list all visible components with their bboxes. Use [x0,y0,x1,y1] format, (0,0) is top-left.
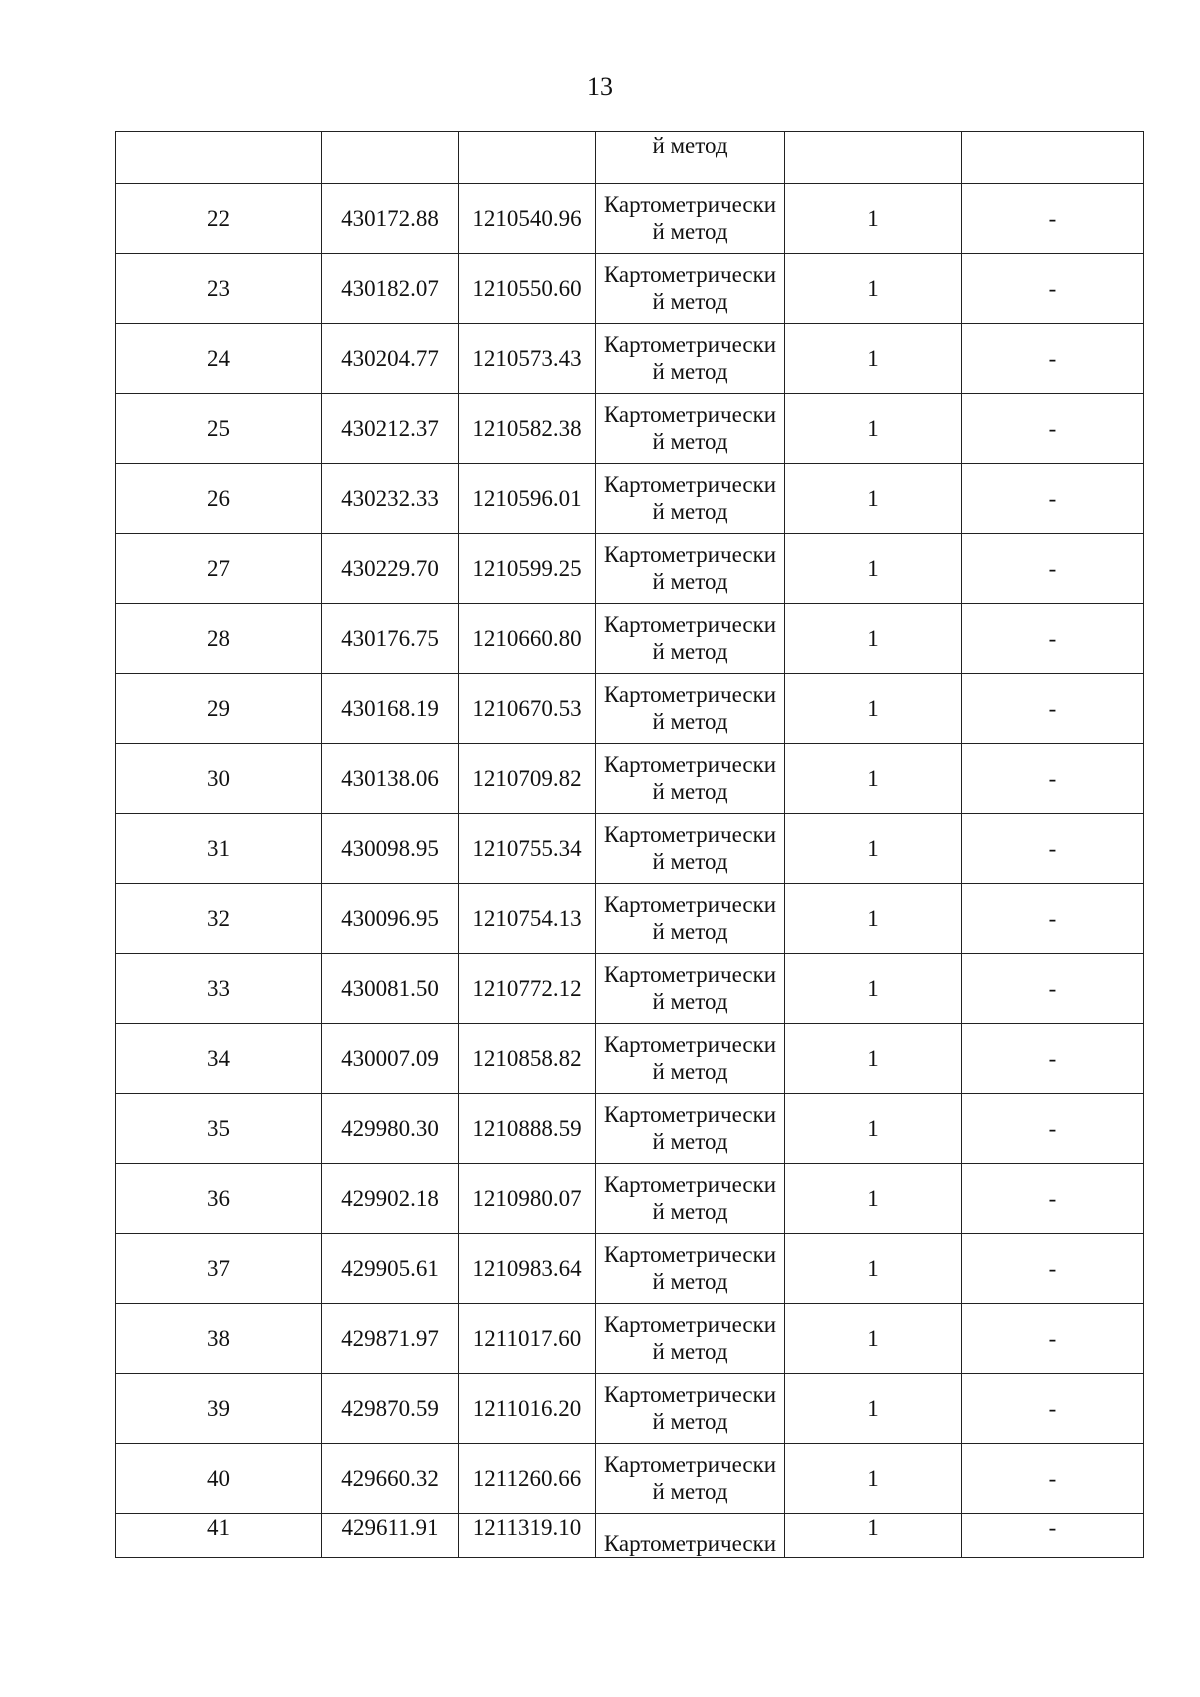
cell-y-coordinate: 1210660.80 [459,604,596,674]
method-line-1: Картометрически [603,821,777,847]
table-row [116,254,1144,324]
cell-y-coordinate: 1210582.38 [459,394,596,464]
cell-y-coordinate: 1211016.20 [459,1374,596,1444]
cell-accuracy: 1 [785,254,962,324]
cell-method [596,954,785,1024]
cell-y-coordinate: 1210599.25 [459,534,596,604]
cell-y-coordinate: 1210573.43 [459,324,596,394]
cell-accuracy: 1 [785,184,962,254]
cell-point-number: 35 [116,1094,322,1164]
method-line-2: й метод [652,358,728,384]
cell-note: - [962,604,1144,674]
cell-method [596,674,785,744]
cell-method [596,254,785,324]
table-row [116,1024,1144,1094]
table-row [116,814,1144,884]
cell-method [596,1234,785,1304]
cell-y-coordinate: 1210983.64 [459,1234,596,1304]
method-line-2: й метод [652,918,728,944]
table-row [116,674,1144,744]
method-line-2: й метод [652,708,728,734]
cell-point-number: 37 [116,1234,322,1304]
table-row [116,534,1144,604]
cell-x-coordinate: 430204.77 [322,324,459,394]
cell-x-coordinate: 430168.19 [322,674,459,744]
cell-y-coordinate: 1210670.53 [459,674,596,744]
table-row [116,1304,1144,1374]
cell-point-number: 26 [116,464,322,534]
cell-method [596,1304,785,1374]
cell-method [596,1444,785,1514]
method-line-2: й метод [652,638,728,664]
cell-x-coordinate: 430138.06 [322,744,459,814]
cell-method [596,534,785,604]
table-row [116,1234,1144,1304]
cell-note: - [962,464,1144,534]
cell-accuracy: 1 [785,1304,962,1374]
cell-point-number: 39 [116,1374,322,1444]
cell-method [596,814,785,884]
table-row [116,1444,1144,1514]
cell-method [596,1164,785,1234]
cell-point-number: 29 [116,674,322,744]
table-row-continuation [116,132,1144,184]
cell-accuracy: 1 [785,324,962,394]
cell-x-coordinate: 430098.95 [322,814,459,884]
method-line-2: й метод [652,1198,728,1224]
cell-note: - [962,674,1144,744]
cell-x-coordinate: 430232.33 [322,464,459,534]
cell-note: - [962,324,1144,394]
cell-y-coordinate: 1210772.12 [459,954,596,1024]
method-line-2: й метод [652,1128,728,1154]
method-line-2: й метод [652,428,728,454]
cell-note: - [962,884,1144,954]
cell-point-number: 27 [116,534,322,604]
cell-note: - [962,254,1144,324]
coordinates-table [115,131,1144,1558]
method-line-1: Картометрически [603,891,777,917]
method-line-1: Картометрически [603,1311,777,1337]
cell-note: - [962,814,1144,884]
cell-x-coordinate: 429660.32 [322,1444,459,1514]
cell-y-coordinate: 1210540.96 [459,184,596,254]
method-line-2: й метод [652,1338,728,1364]
cell-method [596,184,785,254]
cell-point-number: 31 [116,814,322,884]
cell-point-number: 22 [116,184,322,254]
cell-accuracy: 1 [785,1374,962,1444]
cell-point-number: 28 [116,604,322,674]
method-line-2: й метод [652,288,728,314]
cell-note: - [962,184,1144,254]
cell-y-coordinate: 1211260.66 [459,1444,596,1514]
cell-method [596,464,785,534]
cell-y-coordinate: 1210858.82 [459,1024,596,1094]
method-line-2: й метод [652,988,728,1014]
cell-point-number: 40 [116,1444,322,1514]
cell-y-coordinate: 1210980.07 [459,1164,596,1234]
cell-x-coordinate: 430172.88 [322,184,459,254]
cell-method [596,1374,785,1444]
table-row [116,324,1144,394]
cell-method [596,744,785,814]
cell-point-number: 33 [116,954,322,1024]
cell-y-coordinate: 1211017.60 [459,1304,596,1374]
cell-y-coordinate: 1211319.10 [459,1514,596,1558]
method-line-1: Картометрически [603,401,777,427]
cell-x-coordinate: 429611.91 [322,1514,459,1558]
cell-point-number: 34 [116,1024,322,1094]
method-line-2: й метод [652,218,728,244]
method-line-2: й метод [652,848,728,874]
cell-method [596,884,785,954]
method-line-2: й метод [652,1478,728,1504]
method-line-2: й метод [652,568,728,594]
method-line-1: Картометрически [603,1451,777,1477]
cell-x-coordinate: 430007.09 [322,1024,459,1094]
cell-x-coordinate: 430081.50 [322,954,459,1024]
method-line-2: й метод [652,1058,728,1084]
cell-method [596,324,785,394]
cell-y-coordinate: 1210709.82 [459,744,596,814]
cell-accuracy: 1 [785,1164,962,1234]
table-row [116,604,1144,674]
cell-x-coordinate: 430229.70 [322,534,459,604]
method-line-1: Картометрически [603,961,777,987]
method-line-1: Картометрически [603,751,777,777]
cell-y-coordinate [459,132,596,184]
cell-accuracy: 1 [785,604,962,674]
cell-point-number: 25 [116,394,322,464]
method-line-1: Картометрически [603,1171,777,1197]
cell-note: - [962,1094,1144,1164]
method-line-2: й метод [652,778,728,804]
table-row [116,954,1144,1024]
cell-point-number: 38 [116,1304,322,1374]
cell-x-coordinate: 429902.18 [322,1164,459,1234]
cell-accuracy: 1 [785,1094,962,1164]
cell-accuracy: 1 [785,464,962,534]
cell-method: й метод [596,132,785,184]
cell-point-number: 32 [116,884,322,954]
cell-y-coordinate: 1210888.59 [459,1094,596,1164]
table-row [116,1094,1144,1164]
cell-method [596,604,785,674]
cell-note: - [962,1444,1144,1514]
table-row [116,884,1144,954]
table-row [116,1374,1144,1444]
table-row-last [116,1514,1144,1558]
cell-note: - [962,1234,1144,1304]
cell-method [596,1024,785,1094]
method-line-1: Картометрически [603,681,777,707]
table-row [116,1164,1144,1234]
cell-note: - [962,1514,1144,1558]
cell-x-coordinate [322,132,459,184]
cell-accuracy: 1 [785,394,962,464]
cell-note: - [962,1304,1144,1374]
method-line-1: Картометрически [603,261,777,287]
cell-point-number: 24 [116,324,322,394]
cell-accuracy: 1 [785,1024,962,1094]
method-line-1: Картометрически [603,1241,777,1267]
cell-method [596,1094,785,1164]
cell-note: - [962,534,1144,604]
method-line-2: й метод [652,1408,728,1434]
cell-point-number [116,132,322,184]
cell-point-number: 23 [116,254,322,324]
table-row [116,744,1144,814]
cell-accuracy: 1 [785,534,962,604]
cell-x-coordinate: 429870.59 [322,1374,459,1444]
cell-point-number: 41 [116,1514,322,1558]
cell-note: - [962,394,1144,464]
cell-x-coordinate: 430096.95 [322,884,459,954]
cell-note: - [962,1024,1144,1094]
cell-y-coordinate: 1210596.01 [459,464,596,534]
table-body [116,132,1144,1558]
method-line-1: Картометрически [603,471,777,497]
cell-x-coordinate: 429905.61 [322,1234,459,1304]
cell-method [596,394,785,464]
method-line-1: Картометрически [603,1031,777,1057]
method-line-1: Картометрически [603,331,777,357]
method-line-1: Картометрически [603,1101,777,1127]
cell-x-coordinate: 430176.75 [322,604,459,674]
cell-x-coordinate: 430212.37 [322,394,459,464]
page-number: 13 [587,72,613,101]
cell-x-coordinate: 430182.07 [322,254,459,324]
cell-note: - [962,954,1144,1024]
method-line-1: Картометрически [603,1381,777,1407]
cell-x-coordinate: 429980.30 [322,1094,459,1164]
cell-accuracy: 1 [785,1234,962,1304]
method-line-1: Картометрически [603,611,777,637]
cell-accuracy: 1 [785,674,962,744]
cell-note: - [962,744,1144,814]
table-row [116,464,1144,534]
cell-y-coordinate: 1210755.34 [459,814,596,884]
cell-accuracy: 1 [785,954,962,1024]
method-line-1: Картометрически [603,541,777,567]
cell-x-coordinate: 429871.97 [322,1304,459,1374]
cell-accuracy: 1 [785,884,962,954]
cell-note [962,132,1144,184]
cell-note: - [962,1164,1144,1234]
method-line-2: й метод [652,1268,728,1294]
cell-y-coordinate: 1210754.13 [459,884,596,954]
cell-accuracy: 1 [785,814,962,884]
cell-accuracy: 1 [785,1514,962,1558]
table-row [116,184,1144,254]
cell-point-number: 36 [116,1164,322,1234]
cell-accuracy: 1 [785,744,962,814]
cell-accuracy [785,132,962,184]
cell-point-number: 30 [116,744,322,814]
cell-method: Картометрически [596,1514,785,1558]
cell-note: - [962,1374,1144,1444]
method-line-2: й метод [652,498,728,524]
table-row [116,394,1144,464]
cell-accuracy: 1 [785,1444,962,1514]
cell-y-coordinate: 1210550.60 [459,254,596,324]
method-line-1: Картометрически [603,191,777,217]
